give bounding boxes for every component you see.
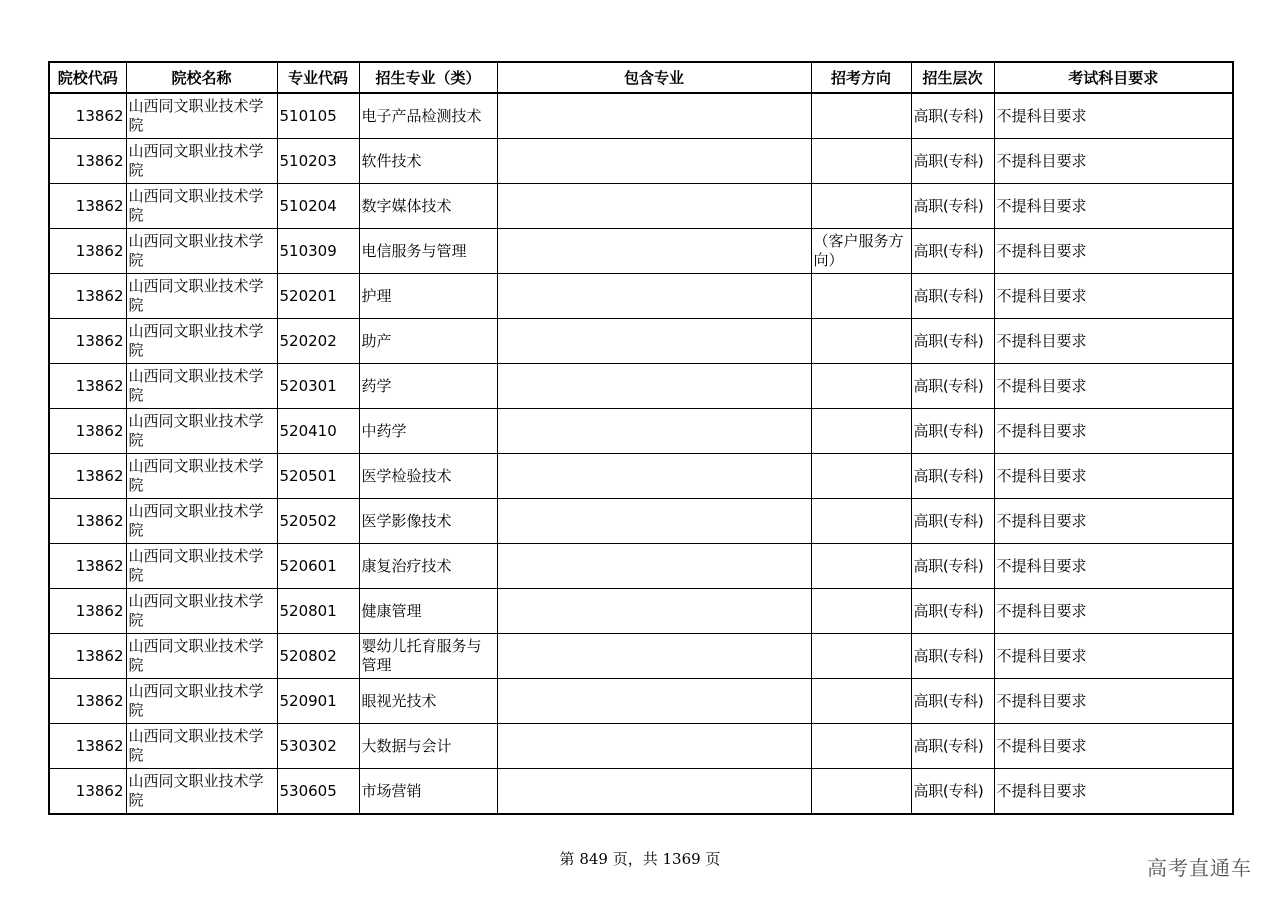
cell-major-code: 520301	[277, 364, 359, 409]
cell-included-majors	[497, 499, 811, 544]
header-major-code: 专业代码	[277, 62, 359, 93]
cell-major: 电信服务与管理	[359, 229, 497, 274]
header-direction: 招考方向	[811, 62, 911, 93]
cell-included-majors	[497, 544, 811, 589]
cell-school-code: 13862	[49, 184, 126, 229]
cell-level: 高职(专科)	[911, 229, 994, 274]
cell-level: 高职(专科)	[911, 274, 994, 319]
cell-included-majors	[497, 454, 811, 499]
cell-direction	[811, 589, 911, 634]
cell-direction	[811, 274, 911, 319]
table-row	[49, 139, 1233, 184]
cell-school-name: 山西同文职业技术学院	[126, 679, 277, 724]
cell-level: 高职(专科)	[911, 634, 994, 679]
header-school-name: 院校名称	[126, 62, 277, 93]
cell-school-code: 13862	[49, 679, 126, 724]
cell-included-majors	[497, 274, 811, 319]
cell-subject-requirement: 不提科目要求	[994, 184, 1233, 229]
cell-school-name: 山西同文职业技术学院	[126, 769, 277, 815]
cell-subject-requirement: 不提科目要求	[994, 409, 1233, 454]
cell-major-code: 520901	[277, 679, 359, 724]
cell-school-code: 13862	[49, 409, 126, 454]
cell-subject-requirement: 不提科目要求	[994, 679, 1233, 724]
cell-school-name: 山西同文职业技术学院	[126, 93, 277, 139]
table-row	[49, 274, 1233, 319]
cell-level: 高职(专科)	[911, 364, 994, 409]
cell-school-code: 13862	[49, 544, 126, 589]
header-school-code: 院校代码	[49, 62, 126, 93]
cell-school-code: 13862	[49, 319, 126, 364]
cell-subject-requirement: 不提科目要求	[994, 769, 1233, 815]
cell-school-code: 13862	[49, 724, 126, 769]
cell-level: 高职(专科)	[911, 184, 994, 229]
cell-school-code: 13862	[49, 364, 126, 409]
cell-direction	[811, 454, 911, 499]
cell-major-code: 520501	[277, 454, 359, 499]
cell-major: 市场营销	[359, 769, 497, 815]
cell-school-name: 山西同文职业技术学院	[126, 364, 277, 409]
cell-included-majors	[497, 319, 811, 364]
cell-subject-requirement: 不提科目要求	[994, 229, 1233, 274]
cell-major: 医学影像技术	[359, 499, 497, 544]
cell-school-name: 山西同文职业技术学院	[126, 229, 277, 274]
cell-included-majors	[497, 93, 811, 139]
cell-level: 高职(专科)	[911, 544, 994, 589]
cell-major: 眼视光技术	[359, 679, 497, 724]
cell-major: 护理	[359, 274, 497, 319]
cell-major-code: 520801	[277, 589, 359, 634]
cell-direction	[811, 319, 911, 364]
table-row	[49, 634, 1233, 679]
cell-major-code: 520201	[277, 274, 359, 319]
cell-included-majors	[497, 139, 811, 184]
cell-subject-requirement: 不提科目要求	[994, 724, 1233, 769]
cell-school-code: 13862	[49, 499, 126, 544]
cell-level: 高职(专科)	[911, 589, 994, 634]
cell-major-code: 530302	[277, 724, 359, 769]
cell-major-code: 510309	[277, 229, 359, 274]
cell-major-code: 520202	[277, 319, 359, 364]
cell-subject-requirement: 不提科目要求	[994, 364, 1233, 409]
cell-major-code: 510203	[277, 139, 359, 184]
cell-school-code: 13862	[49, 93, 126, 139]
cell-school-code: 13862	[49, 229, 126, 274]
cell-level: 高职(专科)	[911, 454, 994, 499]
cell-direction	[811, 499, 911, 544]
cell-included-majors	[497, 589, 811, 634]
cell-direction	[811, 184, 911, 229]
cell-subject-requirement: 不提科目要求	[994, 454, 1233, 499]
cell-level: 高职(专科)	[911, 679, 994, 724]
cell-school-name: 山西同文职业技术学院	[126, 274, 277, 319]
cell-subject-requirement: 不提科目要求	[994, 544, 1233, 589]
cell-subject-requirement: 不提科目要求	[994, 634, 1233, 679]
cell-school-code: 13862	[49, 589, 126, 634]
cell-major: 康复治疗技术	[359, 544, 497, 589]
admissions-table	[48, 61, 1234, 815]
cell-major: 电子产品检测技术	[359, 93, 497, 139]
cell-level: 高职(专科)	[911, 139, 994, 184]
cell-school-name: 山西同文职业技术学院	[126, 544, 277, 589]
cell-direction	[811, 724, 911, 769]
cell-school-code: 13862	[49, 634, 126, 679]
cell-direction	[811, 679, 911, 724]
cell-major-code: 510204	[277, 184, 359, 229]
cell-subject-requirement: 不提科目要求	[994, 499, 1233, 544]
header-included-majors: 包含专业	[497, 62, 811, 93]
table-row	[49, 184, 1233, 229]
cell-school-name: 山西同文职业技术学院	[126, 634, 277, 679]
cell-included-majors	[497, 184, 811, 229]
table-row	[49, 364, 1233, 409]
cell-major: 中药学	[359, 409, 497, 454]
table-row	[49, 319, 1233, 364]
cell-school-code: 13862	[49, 769, 126, 815]
table-row	[49, 499, 1233, 544]
cell-school-name: 山西同文职业技术学院	[126, 319, 277, 364]
cell-level: 高职(专科)	[911, 499, 994, 544]
cell-included-majors	[497, 769, 811, 815]
cell-included-majors	[497, 229, 811, 274]
cell-major: 药学	[359, 364, 497, 409]
cell-school-name: 山西同文职业技术学院	[126, 724, 277, 769]
cell-included-majors	[497, 634, 811, 679]
cell-subject-requirement: 不提科目要求	[994, 139, 1233, 184]
cell-major-code: 510105	[277, 93, 359, 139]
table-row	[49, 589, 1233, 634]
header-row	[49, 62, 1233, 93]
table-row	[49, 409, 1233, 454]
cell-major: 医学检验技术	[359, 454, 497, 499]
page-footer: 第 849 页，共 1369 页	[559, 850, 721, 868]
cell-direction: （客户服务方向）	[811, 229, 911, 274]
cell-direction	[811, 139, 911, 184]
cell-included-majors	[497, 409, 811, 454]
cell-major: 婴幼儿托育服务与管理	[359, 634, 497, 679]
cell-major: 大数据与会计	[359, 724, 497, 769]
cell-level: 高职(专科)	[911, 93, 994, 139]
cell-direction	[811, 364, 911, 409]
cell-school-code: 13862	[49, 454, 126, 499]
cell-direction	[811, 409, 911, 454]
cell-subject-requirement: 不提科目要求	[994, 93, 1233, 139]
cell-school-code: 13862	[49, 139, 126, 184]
cell-level: 高职(专科)	[911, 769, 994, 815]
cell-school-name: 山西同文职业技术学院	[126, 409, 277, 454]
cell-school-name: 山西同文职业技术学院	[126, 589, 277, 634]
cell-school-name: 山西同文职业技术学院	[126, 454, 277, 499]
cell-school-name: 山西同文职业技术学院	[126, 499, 277, 544]
cell-major: 助产	[359, 319, 497, 364]
cell-school-name: 山西同文职业技术学院	[126, 184, 277, 229]
cell-direction	[811, 769, 911, 815]
cell-included-majors	[497, 724, 811, 769]
table-header	[49, 62, 1233, 93]
cell-major-code: 520601	[277, 544, 359, 589]
table-row	[49, 679, 1233, 724]
cell-direction	[811, 93, 911, 139]
header-level: 招生层次	[911, 62, 994, 93]
cell-included-majors	[497, 679, 811, 724]
cell-level: 高职(专科)	[911, 409, 994, 454]
cell-major: 软件技术	[359, 139, 497, 184]
cell-major: 健康管理	[359, 589, 497, 634]
cell-major-code: 520410	[277, 409, 359, 454]
table-row	[49, 93, 1233, 139]
cell-major-code: 520802	[277, 634, 359, 679]
cell-level: 高职(专科)	[911, 724, 994, 769]
cell-subject-requirement: 不提科目要求	[994, 589, 1233, 634]
table-row	[49, 229, 1233, 274]
cell-direction	[811, 544, 911, 589]
table-row	[49, 724, 1233, 769]
cell-major: 数字媒体技术	[359, 184, 497, 229]
table-body	[49, 93, 1233, 814]
cell-subject-requirement: 不提科目要求	[994, 319, 1233, 364]
cell-level: 高职(专科)	[911, 319, 994, 364]
cell-school-code: 13862	[49, 274, 126, 319]
table-row	[49, 769, 1233, 815]
cell-major-code: 520502	[277, 499, 359, 544]
cell-direction	[811, 634, 911, 679]
header-subject-requirement: 考试科目要求	[994, 62, 1233, 93]
cell-school-name: 山西同文职业技术学院	[126, 139, 277, 184]
watermark-logo: 高考直通车	[1147, 856, 1252, 880]
table-row	[49, 454, 1233, 499]
cell-subject-requirement: 不提科目要求	[994, 274, 1233, 319]
header-major: 招生专业（类）	[359, 62, 497, 93]
table-row	[49, 544, 1233, 589]
cell-included-majors	[497, 364, 811, 409]
cell-major-code: 530605	[277, 769, 359, 815]
